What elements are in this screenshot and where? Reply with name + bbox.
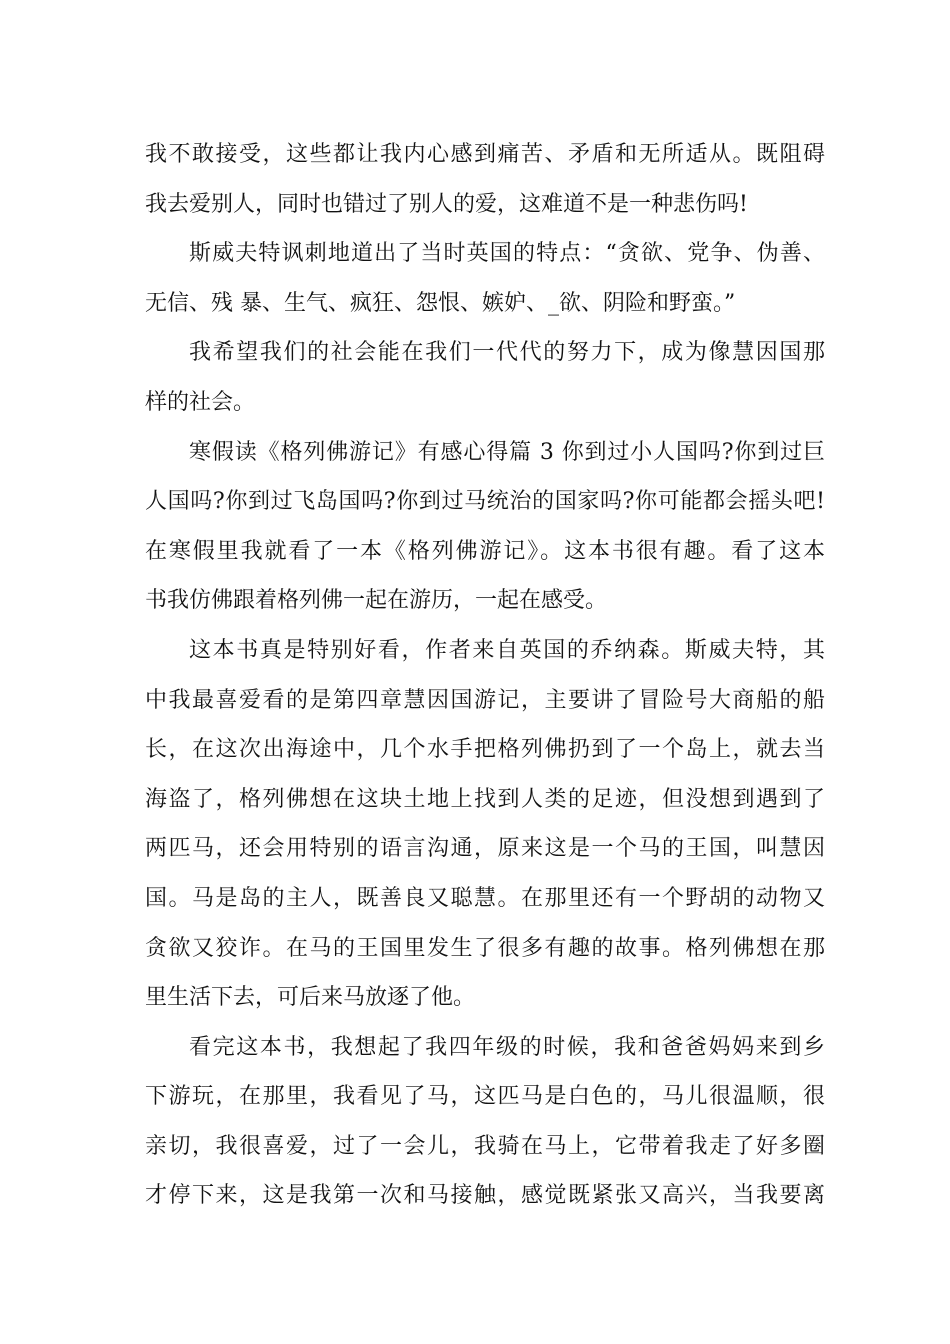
- text-line: 两匹马，还会用特别的语言沟通，原来这是一个马的王国，叫慧因: [145, 836, 825, 862]
- text-line: 寒假读《格列佛游记》有感心得篇 3 你到过小人国吗?你到过巨: [189, 439, 825, 465]
- text-line: 下游玩，在那里，我看见了马，这匹马是白色的，马儿很温顺，很: [145, 1084, 825, 1110]
- text-line: 我去爱别人，同时也错过了别人的爱，这难道不是一种悲伤吗!: [145, 191, 748, 217]
- body-text: [145, 130, 825, 1221]
- text-line: 书我仿佛跟着格列佛一起在游历，一起在感受。: [145, 588, 608, 614]
- text-line: 里生活下去，可后来马放逐了他。: [145, 985, 476, 1011]
- text-line: 斯威夫特讽刺地道出了当时英国的特点：“贪欲、党争、伪善、: [189, 241, 825, 267]
- text-line: 我不敢接受，这些都让我内心感到痛苦、矛盾和无所适从。既阻碍: [145, 142, 825, 167]
- text-line: 人国吗?你到过飞岛国吗?你到过马统治的国家吗?你可能都会摇头吧!: [145, 489, 825, 515]
- text-line: 才停下来，这是我第一次和马接触，感觉既紧张又高兴，当我要离: [145, 1183, 825, 1209]
- text-line: 贪欲又狡诈。在马的王国里发生了很多有趣的故事。格列佛想在那: [145, 935, 825, 961]
- text-line: 长，在这次出海途中，几个水手把格列佛扔到了一个岛上，就去当: [145, 737, 825, 763]
- text-line: 无信、残 暴、生气、疯狂、怨恨、嫉妒、_欲、阴险和野蛮。”: [145, 290, 736, 316]
- text-line: 中我最喜爱看的是第四章慧因国游记，主要讲了冒险号大商船的船: [145, 687, 825, 713]
- text-line: 样的社会。: [145, 389, 256, 415]
- text-line: 我希望我们的社会能在我们一代代的努力下，成为像慧因国那: [189, 340, 825, 366]
- text-line: 看完这本书，我想起了我四年级的时候，我和爸爸妈妈来到乡: [189, 1034, 825, 1060]
- text-line: 海盗了，格列佛想在这块土地上找到人类的足迹，但没想到遇到了: [145, 786, 825, 812]
- text-line: 亲切，我很喜爱，过了一会儿，我骑在马上，它带着我走了好多圈: [145, 1133, 825, 1159]
- text-line: 在寒假里我就看了一本《格列佛游记》。这本书很有趣。看了这本: [145, 538, 825, 564]
- text-line: 这本书真是特别好看，作者来自英国的乔纳森。斯威夫特，其: [189, 637, 825, 663]
- text-line: 国。马是岛的主人，既善良又聪慧。在那里还有一个野胡的动物又: [145, 885, 825, 911]
